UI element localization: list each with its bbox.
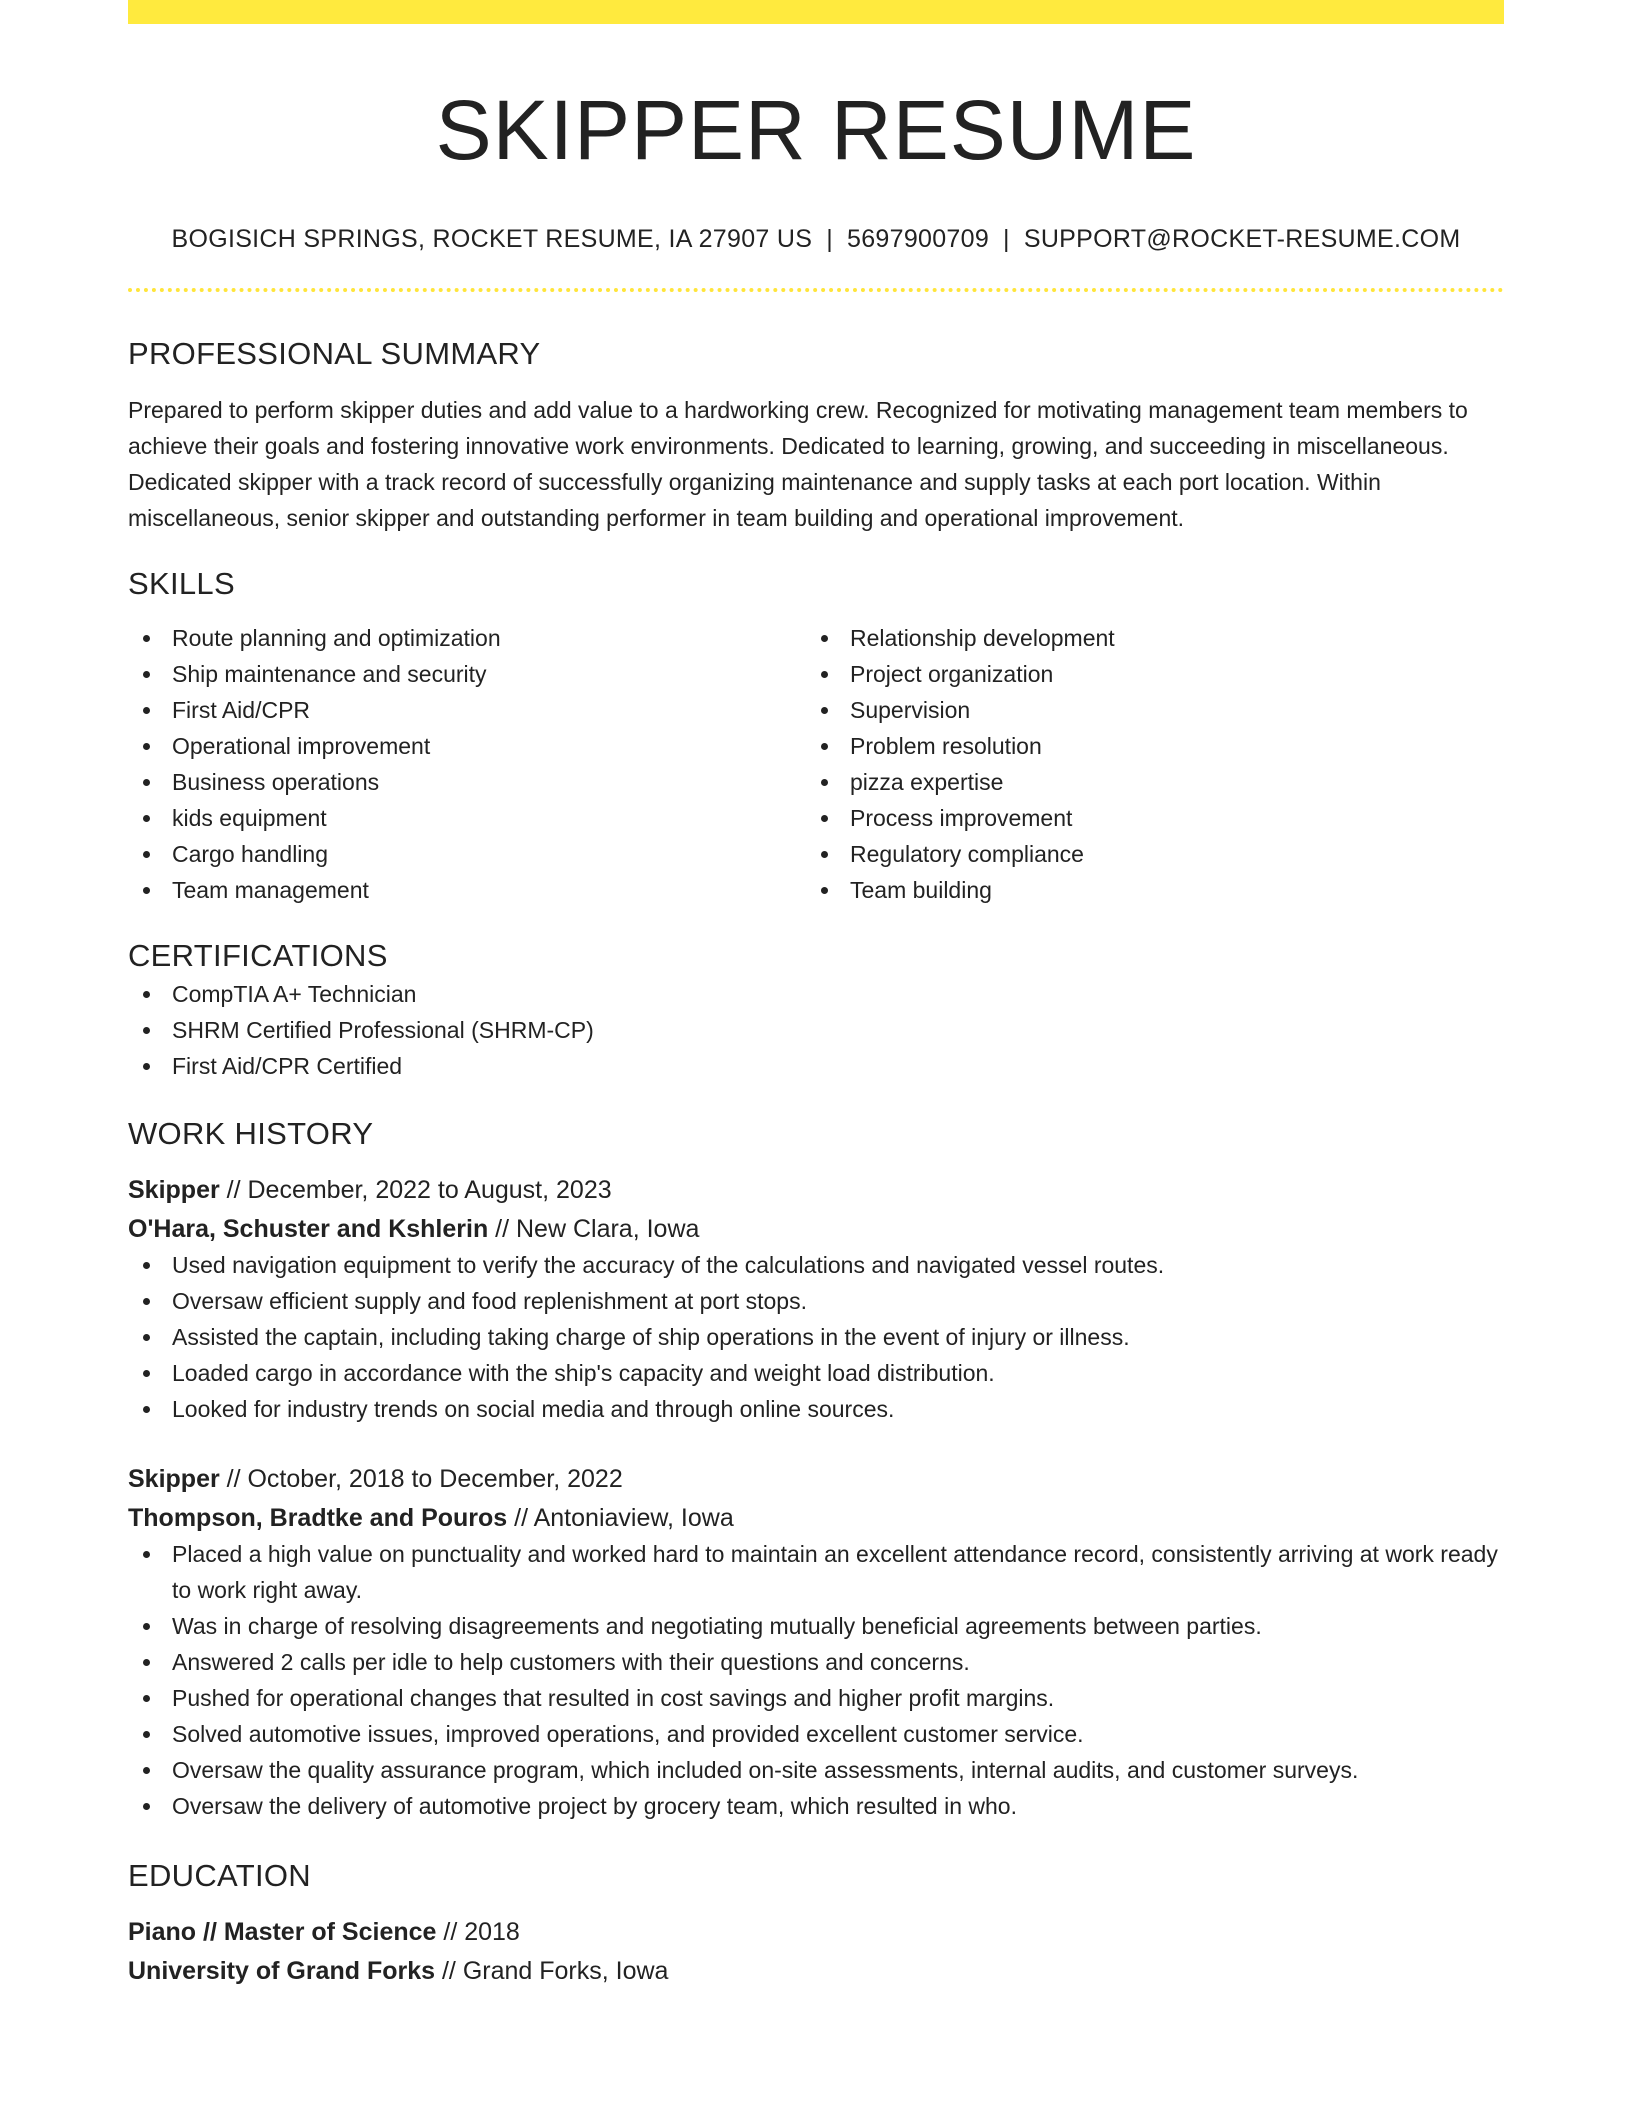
contact-email: SUPPORT@ROCKET-RESUME.COM — [1023, 225, 1461, 253]
skill-item: Process improvement — [850, 800, 1484, 836]
certifications-title: CERTIFICATIONS — [128, 938, 388, 973]
job-bullets — [128, 1536, 1504, 1824]
certification-item: First Aid/CPR Certified — [172, 1048, 1504, 1084]
resume-content — [128, 0, 1504, 1989]
job-dates: // December, 2022 to August, 2023 — [219, 1176, 612, 1204]
education-school-line — [128, 1953, 1504, 1989]
job-dates: // October, 2018 to December, 2022 — [219, 1465, 623, 1493]
job-entry — [128, 1461, 1504, 1824]
skill-item: Operational improvement — [172, 728, 806, 764]
skill-item: First Aid/CPR — [172, 692, 806, 728]
skills-list-right — [806, 620, 1484, 908]
job-bullets — [128, 1247, 1504, 1427]
job-bullet: Pushed for operational changes that resulted in cost savings and higher profit margins. — [172, 1680, 1504, 1716]
work-history-title: WORK HISTORY — [128, 1116, 374, 1151]
contact-line — [128, 222, 1504, 256]
skill-item: Team building — [850, 872, 1484, 908]
skills-list-left — [128, 620, 806, 908]
skill-item: Business operations — [172, 764, 806, 800]
skill-item: Project organization — [850, 656, 1484, 692]
header-divider — [128, 288, 1504, 292]
job-location: // New Clara, Iowa — [488, 1215, 700, 1243]
job-role-line — [128, 1172, 1504, 1208]
skill-item: Ship maintenance and security — [172, 656, 806, 692]
education-location: // Grand Forks, Iowa — [435, 1957, 669, 1985]
certification-item: CompTIA A+ Technician — [172, 976, 1504, 1012]
job-bullet: Oversaw efficient supply and food replenishment at port stops. — [172, 1283, 1504, 1319]
skill-item: Cargo handling — [172, 836, 806, 872]
skills-title: SKILLS — [128, 566, 235, 601]
resume-name: SKIPPER RESUME — [435, 83, 1197, 177]
job-bullet: Was in charge of resolving disagreements and negotiating mutually beneficial agreements between parties. — [172, 1608, 1504, 1644]
certifications-list — [128, 976, 1504, 1084]
job-role: Skipper — [128, 1176, 220, 1204]
job-bullet: Used navigation equipment to verify the accuracy of the calculations and navigated vessel routes. — [172, 1247, 1504, 1283]
education-degree: Piano // Master of Science — [128, 1918, 437, 1946]
job-role-line — [128, 1461, 1504, 1497]
education-school: University of Grand Forks — [128, 1957, 436, 1985]
job-company-line — [128, 1211, 1504, 1247]
job-bullet: Oversaw the delivery of automotive project by grocery team, which resulted in who. — [172, 1788, 1504, 1824]
job-bullet: Looked for industry trends on social media and through online sources. — [172, 1391, 1504, 1427]
education-year: // 2018 — [436, 1918, 520, 1946]
job-company: O'Hara, Schuster and Kshlerin — [128, 1215, 489, 1243]
summary-text: Prepared to perform skipper duties and add value to a hardworking crew. Recognized for motivating management team members to achieve their goals and fostering innovative work environments. Dedicated to learning, growing, and succeeding in miscellaneous. Dedicated skipper with a track record of successfully organizing maintenance and supply tasks at each port location. Within miscellaneous, senior skipper and outstanding performer in team building and operational improvement. — [128, 397, 1468, 531]
job-bullet: Solved automotive issues, improved operations, and provided excellent customer service. — [172, 1716, 1504, 1752]
job-bullet: Loaded cargo in accordance with the ship's capacity and weight load distribution. — [172, 1355, 1504, 1391]
education-title: EDUCATION — [128, 1858, 311, 1893]
summary-title: PROFESSIONAL SUMMARY — [128, 336, 541, 371]
job-bullet: Oversaw the quality assurance program, which included on-site assessments, internal audits, and customer surveys. — [172, 1752, 1504, 1788]
contact-separator: | — [1003, 225, 1010, 253]
contact-phone: 5697900709 — [847, 225, 990, 253]
skill-item: Regulatory compliance — [850, 836, 1484, 872]
skill-item: kids equipment — [172, 800, 806, 836]
contact-address: BOGISICH SPRINGS, ROCKET RESUME, IA 27907 US — [171, 225, 813, 253]
skill-item: Relationship development — [850, 620, 1484, 656]
skill-item: pizza expertise — [850, 764, 1484, 800]
job-company-line — [128, 1500, 1504, 1536]
job-company: Thompson, Bradtke and Pouros — [128, 1504, 508, 1532]
skills-grid — [128, 620, 1504, 908]
certification-item: SHRM Certified Professional (SHRM-CP) — [172, 1012, 1504, 1048]
skill-item: Team management — [172, 872, 806, 908]
job-entry — [128, 1172, 1504, 1427]
job-bullet: Assisted the captain, including taking charge of ship operations in the event of injury or illness. — [172, 1319, 1504, 1355]
skill-item: Problem resolution — [850, 728, 1484, 764]
skill-item: Route planning and optimization — [172, 620, 806, 656]
job-location: // Antoniaview, Iowa — [507, 1504, 734, 1532]
skill-item: Supervision — [850, 692, 1484, 728]
job-role: Skipper — [128, 1465, 220, 1493]
contact-separator: | — [826, 225, 833, 253]
education-degree-line — [128, 1914, 1504, 1950]
job-bullet: Answered 2 calls per idle to help customers with their questions and concerns. — [172, 1644, 1504, 1680]
job-bullet: Placed a high value on punctuality and worked hard to maintain an excellent attendance record, consistently arriving at work ready to work right away. — [172, 1536, 1504, 1608]
